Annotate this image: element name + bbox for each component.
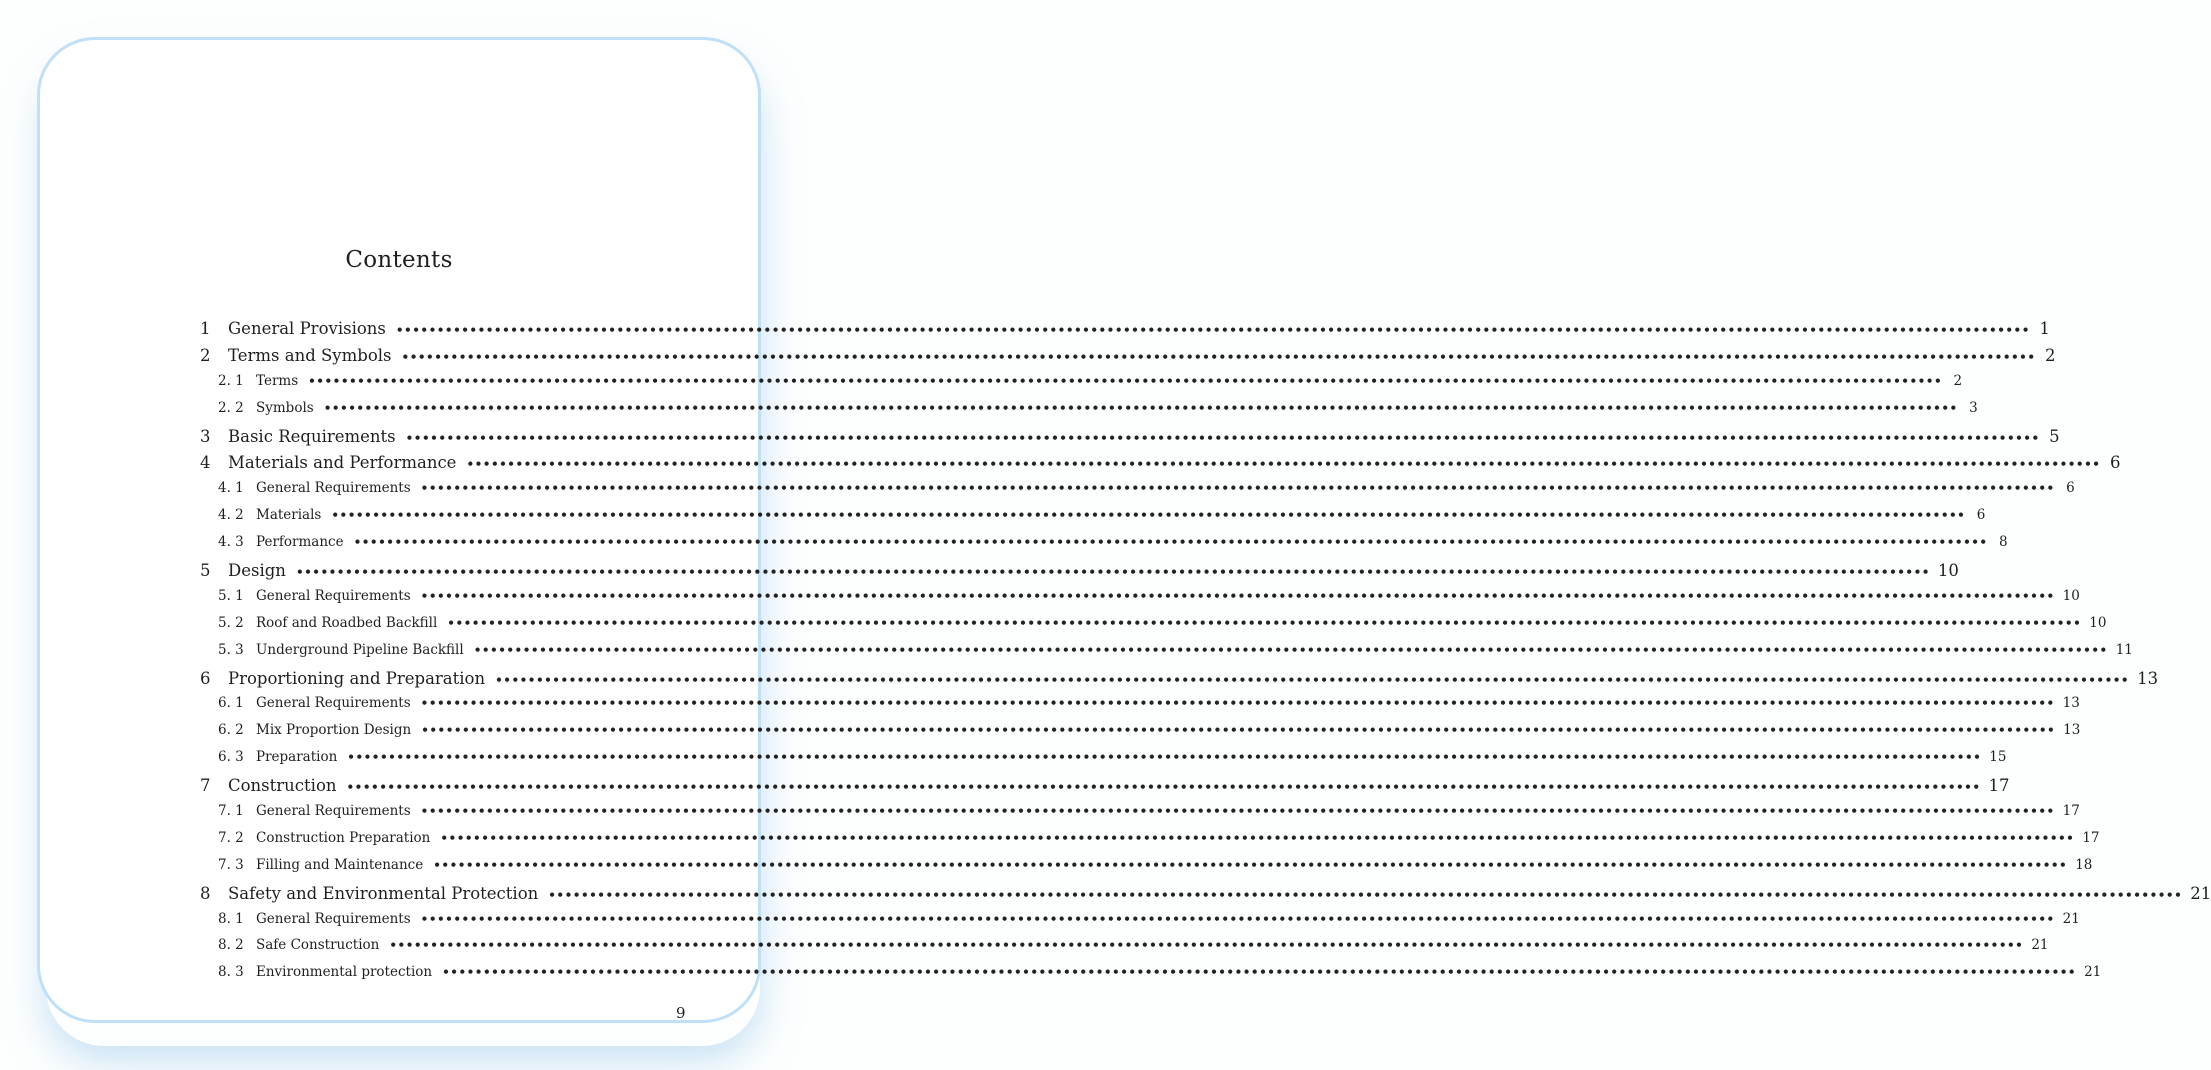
toc-entry-label: Construction Preparation	[256, 829, 431, 846]
toc-entry-page: 2	[1953, 372, 1963, 389]
document-page-card	[37, 37, 2211, 1023]
toc-entry-label: Underground Pipeline Backfill	[256, 641, 464, 658]
table-of-contents	[200, 319, 2211, 991]
toc-entry-label: General Requirements	[256, 480, 411, 497]
toc-dot-leader: ••••••••••••••••••••••••••••••••••••••••••••••••••••••••••••••••••••••••••••••••••••••••••••••••••••••••••••••••••••••••••••••••••••••••••••••••••••••••••••••••••••••••••••••••••••••••••••••••••••••••	[389, 938, 2024, 953]
toc-entry-page: 11	[2115, 641, 2133, 658]
toc-entry-label: Terms and Symbols	[228, 345, 392, 365]
toc-entry-label: General Requirements	[256, 695, 411, 712]
toc-dot-leader: ••••••••••••••••••••••••••••••••••••••••••••••••••••••••••••••••••••••••••••••••••••••••••••••••••••••••••••••••••••••••••••••••••••••••••••••••••••••••••••••••••••••••••••••••••••••••••••••••••••••••	[353, 535, 1988, 550]
toc-section-entry[interactable]	[200, 829, 2100, 857]
toc-entry-label: General Requirements	[256, 910, 411, 927]
toc-entry-page: 15	[1989, 749, 2007, 766]
toc-entry-page: 17	[1988, 776, 2010, 796]
toc-entry-number: 3	[200, 426, 211, 446]
toc-entry-label: General Provisions	[228, 319, 386, 338]
toc-entry-number: 6. 1	[218, 695, 244, 712]
toc-section-entry[interactable]	[200, 749, 2007, 776]
toc-entry-label: Mix Proportion Design	[256, 722, 412, 739]
toc-entry-number: 1	[200, 319, 211, 338]
toc-entry-number: 4. 3	[218, 534, 244, 551]
toc-entry-number: 7. 2	[218, 829, 244, 846]
toc-entry-label: Design	[228, 561, 286, 581]
toc-chapter-entry[interactable]	[200, 561, 1959, 588]
toc-entry-number: 2. 1	[218, 372, 244, 389]
toc-entry-number: 5. 1	[218, 587, 244, 604]
toc-entry-label: General Requirements	[256, 803, 411, 820]
toc-chapter-entry[interactable]	[200, 426, 2060, 454]
toc-entry-number: 7. 3	[218, 856, 244, 873]
toc-dot-leader: ••••••••••••••••••••••••••••••••••••••••••••••••••••••••••••••••••••••••••••••••••••••••••••••••••••••••••••••••••••••••••••••••••••••••••••••••••••••••••••••••••••••••••••••••••••••••••••••••••••••••	[442, 965, 2077, 980]
toc-entry-label: Materials	[256, 507, 322, 524]
toc-entry-page: 10	[2089, 614, 2107, 631]
toc-entry-page: 3	[1969, 399, 1978, 416]
toc-section-entry[interactable]	[200, 937, 2049, 964]
toc-entry-number: 4	[200, 453, 211, 473]
toc-dot-leader: ••••••••••••••••••••••••••••••••••••••••••••••••••••••••••••••••••••••••••••••••••••••••••••••••••••••••••••••••••••••••••••••••••••••••••••••••••••••••••••••••••••••••••••••••••••••••••••••••••••••••	[420, 804, 2055, 819]
toc-section-entry[interactable]	[200, 480, 2075, 507]
contents-title: Contents	[345, 247, 453, 273]
toc-dot-leader: ••••••••••••••••••••••••••••••••••••••••••••••••••••••••••••••••••••••••••••••••••••••••••••••••••••••••••••••••••••••••••••••••••••••••••••••••••••••••••••••••••••••••••••••••••••••••••••••••••••••••	[295, 565, 1930, 580]
toc-entry-label: Proportioning and Preparation	[228, 668, 486, 688]
toc-entry-number: 7	[200, 776, 211, 796]
toc-dot-leader: ••••••••••••••••••••••••••••••••••••••••••••••••••••••••••••••••••••••••••••••••••••••••••••••••••••••••••••••••••••••••••••••••••••••••••••••••••••••••••••••••••••••••••••••••••••••••••••••••••••••••	[308, 373, 1943, 388]
toc-entry-label: Roof and Roadbed Backfill	[256, 614, 438, 631]
toc-chapter-entry[interactable]	[200, 345, 2056, 373]
toc-dot-leader: ••••••••••••••••••••••••••••••••••••••••••••••••••••••••••••••••••••••••••••••••••••••••••••••••••••••••••••••••••••••••••••••••••••••••••••••••••••••••••••••••••••••••••••••••••••••••••••••••••••••••	[405, 430, 2040, 445]
toc-dot-leader: ••••••••••••••••••••••••••••••••••••••••••••••••••••••••••••••••••••••••••••••••••••••••••••••••••••••••••••••••••••••••••••••••••••••••••••••••••••••••••••••••••••••••••••••••••••••••••••••••••••••••	[346, 780, 1981, 795]
toc-entry-label: Symbols	[256, 399, 314, 416]
toc-entry-page: 17	[2082, 829, 2100, 846]
toc-entry-number: 5. 3	[218, 641, 244, 658]
toc-dot-leader: ••••••••••••••••••••••••••••••••••••••••••••••••••••••••••••••••••••••••••••••••••••••••••••••••••••••••••••••••••••••••••••••••••••••••••••••••••••••••••••••••••••••••••••••••••••••••••••••••••••••••	[420, 911, 2055, 926]
toc-entry-label: Construction	[228, 776, 337, 796]
toc-section-entry[interactable]	[200, 910, 2080, 938]
toc-entry-label: Terms	[256, 372, 299, 389]
toc-dot-leader: ••••••••••••••••••••••••••••••••••••••••••••••••••••••••••••••••••••••••••••••••••••••••••••••••••••••••••••••••••••••••••••••••••••••••••••••••••••••••••••••••••••••••••••••••••••••••••••••••••••••••	[421, 723, 2056, 738]
toc-entry-label: Filling and Maintenance	[256, 856, 424, 873]
toc-entry-page: 2	[2045, 345, 2056, 365]
toc-entry-page: 21	[2031, 937, 2049, 954]
toc-entry-number: 6. 3	[218, 749, 244, 766]
toc-section-entry[interactable]	[200, 695, 2080, 722]
toc-entry-number: 5	[200, 561, 211, 581]
toc-dot-leader: ••••••••••••••••••••••••••••••••••••••••••••••••••••••••••••••••••••••••••••••••••••••••••••••••••••••••••••••••••••••••••••••••••••••••••••••••••••••••••••••••••••••••••••••••••••••••••••••••••••••••	[323, 400, 1958, 415]
toc-entry-number: 8. 3	[218, 964, 244, 981]
toc-entry-page: 18	[2075, 856, 2093, 873]
toc-entry-number: 8. 2	[218, 937, 244, 954]
toc-dot-leader: ••••••••••••••••••••••••••••••••••••••••••••••••••••••••••••••••••••••••••••••••••••••••••••••••••••••••••••••••••••••••••••••••••••••••••••••••••••••••••••••••••••••••••••••••••••••••••••••••••••••••	[395, 323, 2030, 337]
toc-section-entry[interactable]	[200, 641, 2133, 669]
toc-section-entry[interactable]	[200, 614, 2107, 642]
toc-entry-number: 8	[200, 883, 211, 903]
toc-chapter-entry[interactable]	[200, 883, 2211, 911]
toc-section-entry[interactable]	[200, 372, 1963, 400]
toc-dot-leader: ••••••••••••••••••••••••••••••••••••••••••••••••••••••••••••••••••••••••••••••••••••••••••••••••••••••••••••••••••••••••••••••••••••••••••••••••••••••••••••••••••••••••••••••••••••••••••••••••••••••••	[401, 349, 2036, 364]
toc-dot-leader: ••••••••••••••••••••••••••••••••••••••••••••••••••••••••••••••••••••••••••••••••••••••••••••••••••••••••••••••••••••••••••••••••••••••••••••••••••••••••••••••••••••••••••••••••••••••••••••••••••••••••	[420, 481, 2055, 496]
toc-entry-label: Safety and Environmental Protection	[228, 883, 539, 903]
toc-entry-number: 6	[200, 668, 211, 688]
toc-section-entry[interactable]	[200, 587, 2080, 615]
toc-section-entry[interactable]	[200, 722, 2081, 749]
toc-entry-label: Basic Requirements	[228, 426, 396, 446]
toc-entry-number: 4. 1	[218, 480, 244, 497]
toc-entry-number: 5. 2	[218, 614, 244, 631]
toc-dot-leader: ••••••••••••••••••••••••••••••••••••••••••••••••••••••••••••••••••••••••••••••••••••••••••••••••••••••••••••••••••••••••••••••••••••••••••••••••••••••••••••••••••••••••••••••••••••••••••••••••••••••••	[420, 696, 2055, 711]
toc-dot-leader: ••••••••••••••••••••••••••••••••••••••••••••••••••••••••••••••••••••••••••••••••••••••••••••••••••••••••••••••••••••••••••••••••••••••••••••••••••••••••••••••••••••••••••••••••••••••••••••••••••••••••	[331, 508, 1966, 523]
toc-entry-page: 17	[2062, 803, 2080, 820]
toc-entry-label: Safe Construction	[256, 937, 380, 954]
toc-entry-page: 13	[2063, 722, 2081, 739]
toc-chapter-entry[interactable]	[200, 319, 2050, 346]
toc-section-entry[interactable]	[200, 856, 2093, 884]
toc-dot-leader: ••••••••••••••••••••••••••••••••••••••••••••••••••••••••••••••••••••••••••••••••••••••••••••••••••••••••••••••••••••••••••••••••••••••••••••••••••••••••••••••••••••••••••••••••••••••••••••••••••••••••	[447, 615, 2082, 630]
toc-chapter-entry[interactable]	[200, 453, 2121, 480]
toc-entry-label: Performance	[256, 534, 344, 551]
toc-dot-leader: ••••••••••••••••••••••••••••••••••••••••••••••••••••••••••••••••••••••••••••••••••••••••••••••••••••••••••••••••••••••••••••••••••••••••••••••••••••••••••••••••••••••••••••••••••••••••••••••••••••••••	[433, 857, 2068, 872]
toc-entry-label: Environmental protection	[256, 964, 433, 981]
toc-entry-page: 21	[2062, 910, 2080, 927]
toc-entry-number: 4. 2	[218, 507, 244, 524]
toc-entry-label: General Requirements	[256, 587, 411, 604]
toc-dot-leader: ••••••••••••••••••••••••••••••••••••••••••••••••••••••••••••••••••••••••••••••••••••••••••••••••••••••••••••••••••••••••••••••••••••••••••••••••••••••••••••••••••••••••••••••••••••••••••••••••••••••••	[420, 588, 2055, 603]
toc-entry-label: Preparation	[256, 749, 338, 766]
toc-dot-leader: ••••••••••••••••••••••••••••••••••••••••••••••••••••••••••••••••••••••••••••••••••••••••••••••••••••••••••••••••••••••••••••••••••••••••••••••••••••••••••••••••••••••••••••••••••••••••••••••••••••••••	[473, 642, 2108, 657]
toc-dot-leader: ••••••••••••••••••••••••••••••••••••••••••••••••••••••••••••••••••••••••••••••••••••••••••••••••••••••••••••••••••••••••••••••••••••••••••••••••••••••••••••••••••••••••••••••••••••••••••••••••••••••••	[495, 672, 2130, 687]
toc-entry-number: 2. 2	[218, 399, 244, 416]
toc-section-entry[interactable]	[200, 534, 2008, 561]
toc-section-entry[interactable]	[200, 803, 2080, 830]
toc-entry-page: 8	[1998, 534, 2008, 551]
toc-dot-leader: ••••••••••••••••••••••••••••••••••••••••••••••••••••••••••••••••••••••••••••••••••••••••••••••••••••••••••••••••••••••••••••••••••••••••••••••••••••••••••••••••••••••••••••••••••••••••••••••••••••••••	[548, 887, 2183, 902]
toc-entry-page: 6	[1976, 507, 1986, 524]
toc-entry-number: 2	[200, 345, 211, 365]
toc-entry-page: 21	[2084, 964, 2102, 981]
toc-chapter-entry[interactable]	[200, 776, 2010, 803]
toc-entry-page: 10	[1937, 561, 1959, 581]
toc-section-entry[interactable]	[200, 399, 1978, 427]
toc-dot-leader: ••••••••••••••••••••••••••••••••••••••••••••••••••••••••••••••••••••••••••••••••••••••••••••••••••••••••••••••••••••••••••••••••••••••••••••••••••••••••••••••••••••••••••••••••••••••••••••••••••••••••	[347, 750, 1982, 765]
toc-entry-page: 5	[2049, 426, 2060, 446]
toc-section-entry[interactable]	[200, 964, 2102, 991]
toc-section-entry[interactable]	[200, 507, 1986, 534]
toc-chapter-entry[interactable]	[200, 668, 2159, 696]
toc-entry-page: 21	[2190, 883, 2211, 903]
toc-entry-number: 8. 1	[218, 910, 244, 927]
toc-entry-number: 6. 2	[218, 722, 244, 739]
toc-entry-page: 13	[2137, 668, 2159, 688]
toc-dot-leader: ••••••••••••••••••••••••••••••••••••••••••••••••••••••••••••••••••••••••••••••••••••••••••••••••••••••••••••••••••••••••••••••••••••••••••••••••••••••••••••••••••••••••••••••••••••••••••••••••••••••••	[440, 830, 2075, 845]
toc-entry-page: 10	[2062, 587, 2080, 604]
page-number: 9	[676, 1004, 686, 1022]
toc-dot-leader: ••••••••••••••••••••••••••••••••••••••••••••••••••••••••••••••••••••••••••••••••••••••••••••••••••••••••••••••••••••••••••••••••••••••••••••••••••••••••••••••••••••••••••••••••••••••••••••••••••••••••	[466, 457, 2101, 472]
toc-entry-page: 6	[2109, 453, 2121, 473]
toc-entry-page: 6	[2066, 480, 2075, 497]
toc-entry-page: 1	[2039, 319, 2050, 338]
toc-entry-label: Materials and Performance	[228, 453, 457, 473]
toc-entry-page: 13	[2062, 695, 2080, 712]
toc-entry-number: 7. 1	[218, 803, 244, 820]
